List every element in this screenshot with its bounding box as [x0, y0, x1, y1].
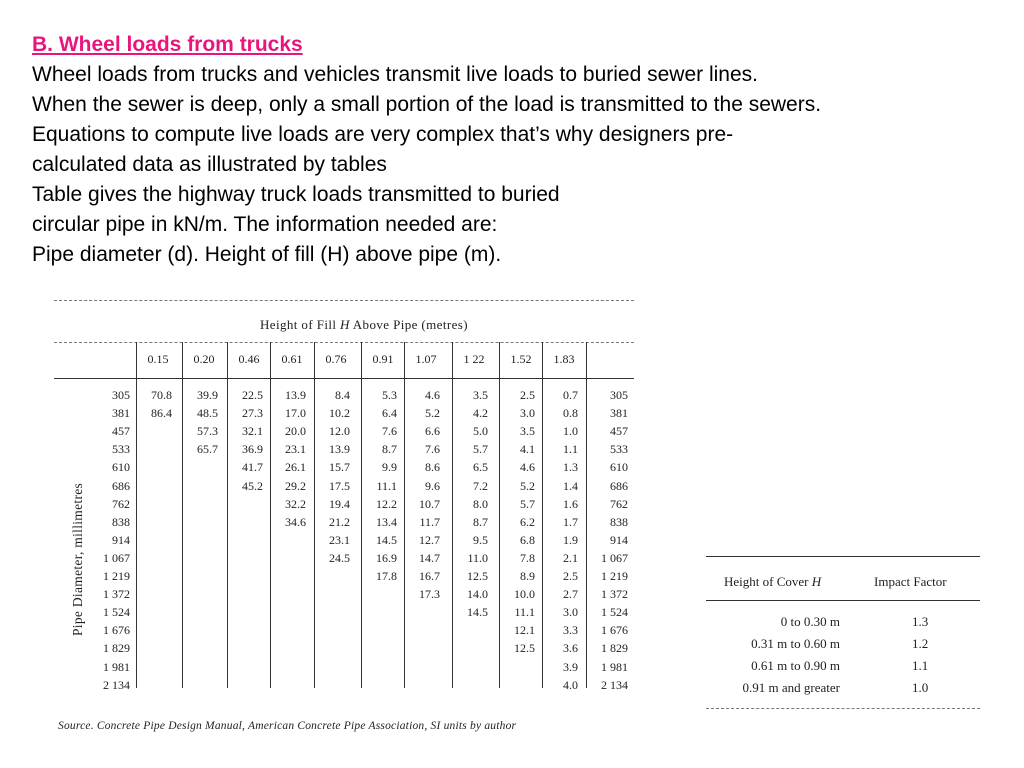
table-cell: 36.9	[242, 442, 263, 457]
table-cell: 12.5	[467, 569, 488, 583]
row-diameter-left: 1 676	[103, 623, 130, 638]
header-bottom-rule	[54, 378, 634, 379]
row-diameter-right: 762	[610, 496, 628, 511]
table-cell: 2.5	[563, 569, 578, 583]
table-cell: 4.1	[520, 442, 535, 457]
section-heading: B. Wheel loads from trucks	[32, 33, 303, 56]
table-cell: 13.9	[285, 388, 306, 402]
table-cell: 5.2	[520, 478, 535, 493]
table-cell: 86.4	[151, 406, 172, 421]
table-cell: 7.6	[425, 442, 440, 457]
table-cell: 17.0	[285, 406, 306, 421]
table-cell: 29.2	[285, 478, 306, 493]
table-cell: 19.4	[329, 496, 350, 511]
table-cell: 0.8	[563, 406, 578, 421]
table-cell: 6.2	[520, 514, 535, 529]
paragraph-line: Wheel loads from trucks and vehicles transmit live loads to buried sewer lines.	[32, 63, 758, 86]
table-cell: 11.7	[419, 514, 440, 529]
impact-header-cover-text: Height of Cover	[724, 574, 812, 589]
table-cell: 1.3	[563, 460, 578, 475]
table-cell: 10.7	[419, 496, 440, 511]
table-cell: 9.6	[425, 478, 440, 493]
table-cell: 14.5	[376, 532, 397, 547]
table-cell: 8.0	[473, 496, 488, 511]
impact-factor-cell: 1.0	[912, 680, 929, 695]
paragraph-line: Equations to compute live loads are very complex that’s why designers pre-	[32, 123, 734, 146]
table-cell: 65.7	[197, 442, 218, 457]
paragraph-line: When the sewer is deep, only a small portion of the load is transmitted to the sewers.	[32, 93, 822, 116]
column-header: 0.76	[325, 352, 347, 366]
table-cell: 70.8	[151, 388, 172, 402]
impact-factor-table	[706, 554, 980, 714]
table-source-note: Source. Concrete Pipe Design Manual, American Concrete Pipe Association, SI units by author	[58, 720, 517, 732]
row-diameter-left: 1 829	[103, 641, 130, 656]
paragraph-line: Table gives the highway truck loads transmitted to buried	[32, 183, 560, 206]
table-cell: 16.9	[376, 550, 397, 565]
table-cell: 23.1	[329, 532, 350, 547]
row-diameter-left: 762	[112, 496, 130, 511]
row-diameter-right: 1 829	[601, 641, 628, 656]
row-diameter-right: 2 134	[601, 677, 628, 692]
table-cell: 3.9	[563, 659, 578, 674]
table-cell: 16.7	[419, 569, 440, 583]
table-cell: 5.7	[473, 442, 488, 457]
table-cell: 6.6	[425, 424, 440, 439]
table-cell: 4.6	[520, 460, 535, 475]
table-cell: 45.2	[242, 478, 263, 493]
table-cell: 7.2	[473, 478, 488, 493]
table-cell: 0.7	[563, 388, 578, 402]
caption-text-end: Above Pipe (metres)	[349, 317, 468, 332]
table-cell: 1.0	[563, 424, 578, 439]
impact-cover-cell: 0.31 m to 0.60 m	[751, 636, 840, 651]
table-column-caption	[260, 317, 468, 333]
table-cell: 14.7	[419, 550, 440, 565]
row-diameter-right: 1 219	[601, 569, 628, 583]
table-cell: 9.5	[473, 532, 488, 547]
table-cell: 27.3	[242, 406, 263, 421]
impact-cover-cell: 0.61 m to 0.90 m	[751, 658, 840, 673]
impact-header-rule	[706, 600, 980, 601]
table-cell: 1.6	[563, 496, 578, 511]
row-diameter-left: 686	[112, 478, 130, 493]
table-cell: 12.2	[376, 496, 397, 511]
row-diameter-right: 610	[610, 460, 628, 475]
row-diameter-left: 457	[112, 424, 130, 439]
table-cell: 11.0	[467, 550, 488, 565]
table-cell: 8.7	[382, 442, 397, 457]
table-cell: 13.4	[376, 514, 397, 529]
table-cell: 10.0	[514, 587, 535, 602]
row-diameter-left: 1 067	[103, 550, 130, 565]
header-rule	[54, 342, 634, 343]
table-cell: 8.9	[520, 569, 535, 583]
row-diameter-right: 914	[610, 532, 628, 547]
table-cell: 4.2	[473, 406, 488, 421]
table-cell: 23.1	[285, 442, 306, 457]
row-diameter-left: 305	[112, 388, 130, 402]
table-cell: 3.6	[563, 641, 578, 656]
table-cell: 57.3	[197, 424, 218, 439]
table-cell: 26.1	[285, 460, 306, 475]
table-cell: 1.1	[563, 442, 578, 457]
impact-top-rule	[706, 556, 980, 557]
table-cell: 8.6	[425, 460, 440, 475]
table-cell: 12.1	[514, 623, 535, 638]
row-diameter-right: 1 981	[601, 659, 628, 674]
table-cell: 11.1	[514, 605, 535, 620]
impact-factor-cell: 1.1	[912, 658, 929, 673]
table-cell: 8.4	[335, 388, 350, 402]
table-cell: 4.0	[563, 677, 578, 692]
table-cell: 12.7	[419, 532, 440, 547]
row-diameter-right: 838	[610, 514, 628, 529]
row-diameter-left: 1 524	[103, 605, 130, 620]
table-cell: 3.0	[563, 605, 578, 620]
truck-load-table	[52, 296, 634, 732]
table-cell: 2.1	[563, 550, 578, 565]
table-cell: 12.5	[514, 641, 535, 656]
paragraph-line: circular pipe in kN/m. The information needed are:	[32, 213, 498, 236]
table-cell: 1.9	[563, 532, 578, 547]
table-cell: 9.9	[382, 460, 397, 475]
table-cell: 32.2	[285, 496, 306, 511]
row-axis-label: Pipe Diameter, millimetres	[70, 482, 85, 636]
table-cell: 5.2	[425, 406, 440, 421]
table-cell: 32.1	[242, 424, 263, 439]
table-cell: 11.1	[376, 478, 397, 493]
table-cell: 34.6	[285, 514, 306, 529]
column-header: 0.61	[281, 352, 303, 366]
table-cell: 41.7	[242, 460, 263, 475]
slide-text-block	[32, 30, 1012, 270]
impact-factor-cell: 1.3	[912, 614, 929, 629]
caption-variable: H	[340, 317, 350, 332]
caption-text: Height of Fill	[260, 317, 341, 332]
table-cell: 15.7	[329, 460, 350, 475]
table-cell: 17.8	[376, 569, 397, 583]
table-cell: 7.6	[382, 424, 397, 439]
table-cell: 6.5	[473, 460, 488, 475]
paragraph-line: calculated data as illustrated by tables	[32, 153, 387, 176]
row-diameter-left: 838	[112, 514, 130, 529]
row-diameter-left: 381	[112, 406, 130, 421]
row-diameter-right: 686	[610, 478, 628, 493]
row-diameter-right: 1 067	[601, 550, 628, 565]
table-cell: 10.2	[329, 406, 350, 421]
table-cell: 24.5	[329, 550, 350, 565]
row-diameter-left: 1 372	[103, 587, 130, 602]
column-header: 0.15	[147, 352, 169, 366]
table-cell: 5.3	[382, 388, 397, 402]
row-diameter-right: 1 676	[601, 623, 628, 638]
table-cell: 1.7	[563, 514, 578, 529]
impact-cover-cell: 0.91 m and greater	[742, 680, 840, 695]
row-diameter-left: 1 219	[103, 569, 130, 583]
row-diameter-right: 533	[610, 442, 628, 457]
impact-header-factor: Impact Factor	[874, 574, 947, 589]
row-diameter-right: 457	[610, 424, 628, 439]
table-top-rule	[54, 300, 634, 301]
table-cell: 22.5	[242, 388, 263, 402]
column-header: 1.52	[510, 352, 532, 366]
column-header: 1 22	[463, 352, 485, 366]
table-cell: 12.0	[329, 424, 350, 439]
table-cell: 2.7	[563, 587, 578, 602]
impact-factor-cell: 1.2	[912, 636, 929, 651]
table-cell: 17.5	[329, 478, 350, 493]
column-header: 1.83	[553, 352, 575, 366]
table-cell: 3.3	[563, 623, 578, 638]
column-header: 0.20	[193, 352, 215, 366]
table-cell: 3.5	[473, 388, 488, 402]
table-cell: 14.5	[467, 605, 488, 620]
column-header: 1.07	[415, 352, 437, 366]
paragraph-line: Pipe diameter (d). Height of fill (H) above pipe (m).	[32, 243, 502, 266]
table-cell: 20.0	[285, 424, 306, 439]
impact-header-cover	[724, 574, 821, 590]
column-header: 0.46	[238, 352, 260, 366]
row-diameter-right: 305	[610, 388, 628, 402]
table-cell: 21.2	[329, 514, 350, 529]
column-header: 0.91	[372, 352, 394, 366]
table-cell: 8.7	[473, 514, 488, 529]
impact-bottom-rule	[706, 708, 980, 709]
table-cell: 48.5	[197, 406, 218, 421]
row-diameter-left: 610	[112, 460, 130, 475]
row-diameter-right: 381	[610, 406, 628, 421]
table-cell: 3.0	[520, 406, 535, 421]
table-cell: 5.7	[520, 496, 535, 511]
table-cell: 2.5	[520, 388, 535, 402]
row-diameter-right: 1 372	[601, 587, 628, 602]
table-cell: 5.0	[473, 424, 488, 439]
table-cell: 6.8	[520, 532, 535, 547]
table-cell: 17.3	[419, 587, 440, 602]
row-diameter-left: 1 981	[103, 659, 130, 674]
table-cell: 6.4	[382, 406, 397, 421]
table-cell: 13.9	[329, 442, 350, 457]
table-cell: 3.5	[520, 424, 535, 439]
table-cell: 1.4	[563, 478, 578, 493]
row-diameter-left: 2 134	[103, 677, 130, 692]
impact-header-variable: H	[811, 574, 822, 589]
table-cell: 4.6	[425, 388, 440, 402]
table-cell: 14.0	[467, 587, 488, 602]
row-diameter-right: 1 524	[601, 605, 628, 620]
row-diameter-left: 533	[112, 442, 130, 457]
table-cell: 7.8	[520, 550, 535, 565]
row-diameter-left: 914	[112, 532, 130, 547]
table-cell: 39.9	[197, 388, 218, 402]
impact-cover-cell: 0 to 0.30 m	[780, 614, 840, 629]
